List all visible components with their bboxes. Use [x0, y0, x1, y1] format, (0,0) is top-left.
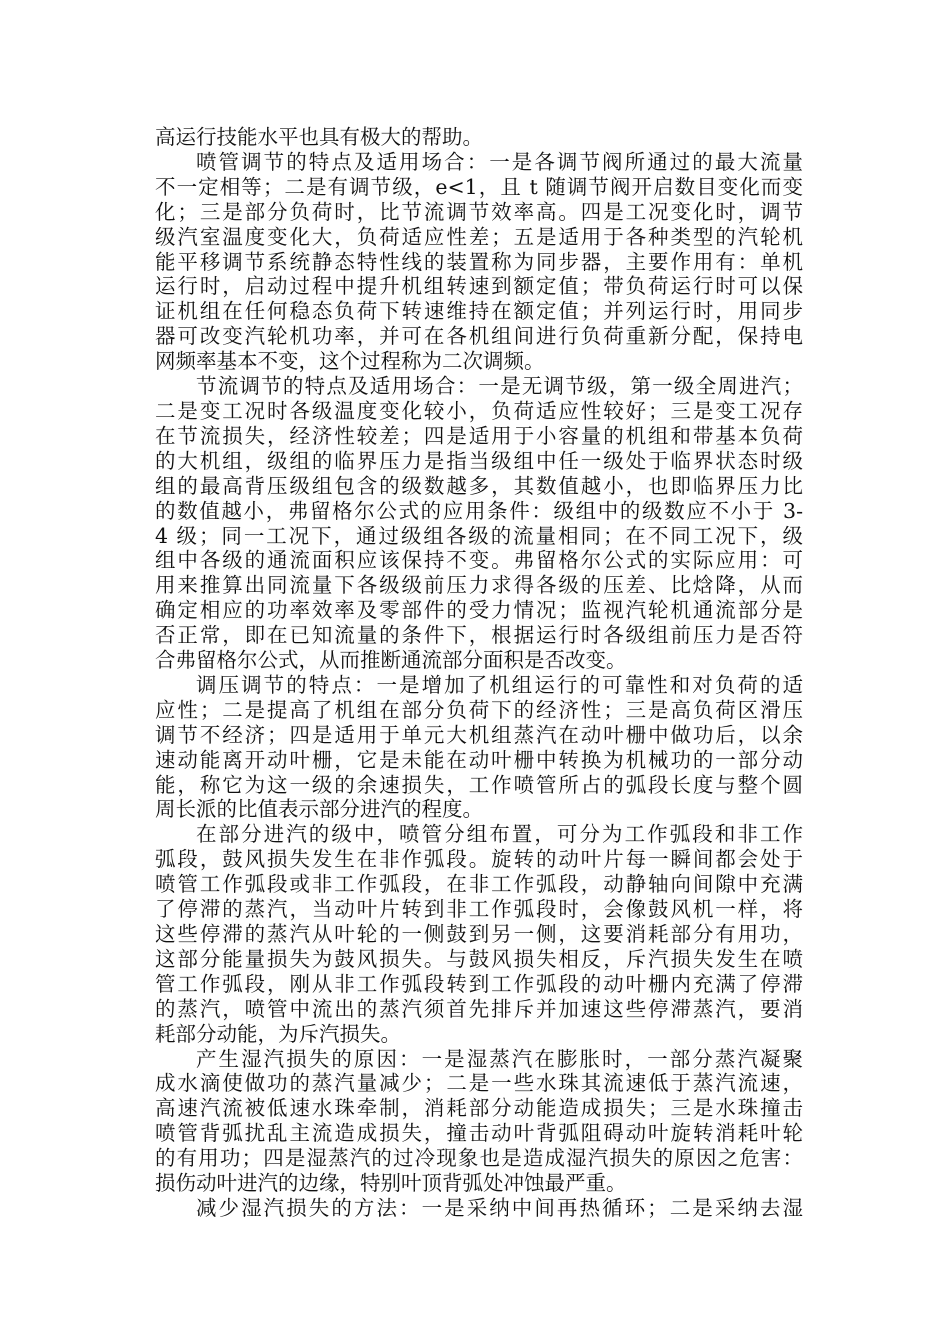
paragraph-first-line: 喷管调节的特点及适用场合：一是各调节阀所通过的最大流量 — [196, 149, 803, 174]
text-line: 喷管工作弧段或非工作弧段，在非工作弧段，动静轴向间隙中充满 — [155, 872, 803, 897]
text-line: 了停滞的蒸汽，当动叶片转到非工作弧段时，会像鼓风机一样，将 — [155, 897, 803, 922]
text-line: 调节不经济；四是适用于单元大机组蒸汽在动叶栅中做功后，以余 — [155, 722, 803, 747]
text-line: 能平移调节系统静态特性线的装置称为同步器，主要作用有：单机 — [155, 249, 803, 274]
text-line: 这部分能量损失为鼓风损失。与鼓风损失相反，斥汽损失发生在喷 — [155, 946, 803, 971]
text-line: 组的最高背压级组包含的级数越多，其数值越小，也即临界压力比 — [155, 473, 803, 498]
paragraph-first-line: 调压调节的特点：一是增加了机组运行的可靠性和对负荷的适 — [196, 672, 803, 697]
text-line: 组中各级的通流面积应该保持不变。弗留格尔公式的实际应用：可 — [155, 548, 803, 573]
text-line: 耗部分动能，为斥汽损失。 — [155, 1021, 401, 1046]
text-line: 4 级；同一工况下，通过级组各级的流量相同；在不同工况下，级 — [155, 523, 803, 548]
body-text — [155, 125, 803, 1221]
paragraph-first-line: 在部分进汽的级中，喷管分组布置，可分为工作弧段和非工作 — [196, 822, 803, 847]
text-line: 不一定相等；二是有调节级，e<1，且 t 随调节阀开启数目变化而变 — [155, 174, 803, 199]
text-line: 速动能离开动叶栅，它是未能在动叶栅中转换为机械功的一部分动 — [155, 747, 803, 772]
text-line: 周长派的比值表示部分进汽的程度。 — [155, 797, 483, 822]
text-line: 运行时，启动过程中提升机组转速到额定值；带负荷运行时可以保 — [155, 274, 803, 299]
paragraph-first-line: 节流调节的特点及适用场合：一是无调节级，第一级全周进汽； — [196, 374, 803, 399]
text-line: 高速汽流被低速水珠牵制，消耗部分动能造成损失；三是水珠撞击 — [155, 1096, 803, 1121]
paragraph-first-line: 减少湿汽损失的方法：一是采纳中间再热循环；二是采纳去湿 — [196, 1195, 803, 1220]
text-line: 应性；二是提高了机组在部分负荷下的经济性；三是高负荷区滑压 — [155, 697, 803, 722]
text-line: 化；三是部分负荷时，比节流调节效率高。四是工况变化时，调节 — [155, 199, 803, 224]
text-line: 二是变工况时各级温度变化较小，负荷适应性较好；三是变工况存 — [155, 398, 803, 423]
paragraph-first-line: 产生湿汽损失的原因：一是湿蒸汽在膨胀时，一部分蒸汽凝聚 — [196, 1046, 803, 1071]
text-line: 在节流损失，经济性较差；四是适用于小容量的机组和带基本负荷 — [155, 423, 803, 448]
text-line: 这些停滞的蒸汽从叶轮的一侧鼓到另一侧，这要消耗部分有用功， — [155, 922, 803, 946]
text-line: 的有用功；四是湿蒸汽的过冷现象也是造成湿汽损失的原因之危害： — [155, 1146, 803, 1171]
text-line: 网频率基本不变，这个过程称为二次调频。 — [155, 349, 545, 374]
text-line: 损伤动叶进汽的边缘，特别叶顶背弧处冲蚀最严重。 — [155, 1171, 627, 1196]
text-line: 否正常，即在已知流量的条件下，根据运行时各级组前压力是否符 — [155, 623, 803, 648]
text-line: 的大机组，级组的临界压力是指当级组中任一级处于临界状态时级 — [155, 448, 803, 473]
text-line: 管工作弧段，刚从非工作弧段转到工作弧段的动叶栅内充满了停滞 — [155, 971, 803, 996]
text-line: 能，称它为这一级的余速损失，工作喷管所占的弧段长度与整个圆 — [155, 772, 803, 797]
text-line: 证机组在任何稳态负荷下转速维持在额定值；并列运行时，用同步 — [155, 299, 803, 324]
text-line: 的数值越小，弗留格尔公式的应用条件：级组中的级数应不小于 3- — [155, 498, 803, 523]
text-line: 的蒸汽，喷管中流出的蒸汽须首先排斥并加速这些停滞蒸汽，要消 — [155, 996, 803, 1021]
text-line: 成水滴使做功的蒸汽量减少；二是一些水珠其流速低于蒸汽流速， — [155, 1071, 803, 1096]
text-line: 用来推算出同流量下各级级前压力求得各级的压差、比焓降，从而 — [155, 573, 803, 598]
text-line: 确定相应的功率效率及零部件的受力情况；监视汽轮机通流部分是 — [155, 598, 803, 623]
text-line: 高运行技能水平也具有极大的帮助。 — [155, 125, 483, 149]
text-line: 喷管背弧扰乱主流造成损失，撞击动叶背弧阻碍动叶旋转消耗叶轮 — [155, 1121, 803, 1146]
text-line: 弧段，鼓风损失发生在非作弧段。旋转的动叶片每一瞬间都会处于 — [155, 847, 803, 872]
text-line: 器可改变汽轮机功率，并可在各机组间进行负荷重新分配，保持电 — [155, 324, 803, 349]
text-line: 级汽室温度变化大，负荷适应性差；五是适用于各种类型的汽轮机 — [155, 224, 803, 249]
text-line: 合弗留格尔公式，从而推断通流部分面积是否改变。 — [155, 648, 627, 673]
